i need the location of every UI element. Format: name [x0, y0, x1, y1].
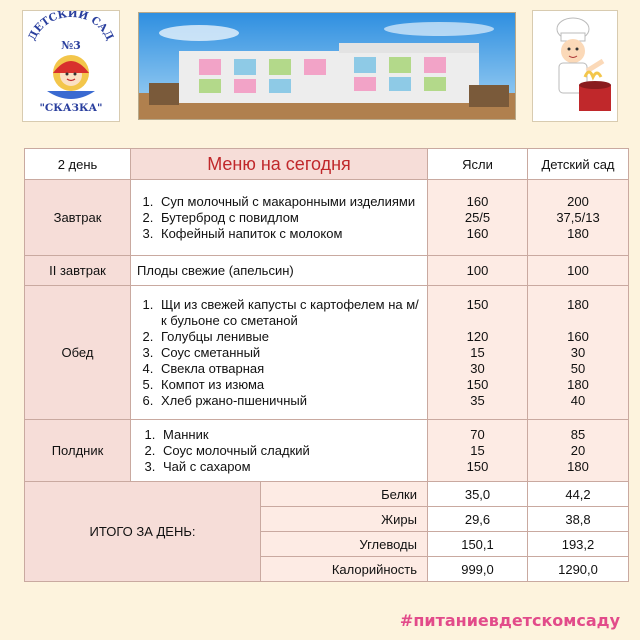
- dish-list: [131, 180, 428, 256]
- portion-value: 180: [567, 296, 589, 312]
- portion-value: 70: [470, 426, 485, 442]
- portion-value: 40: [570, 392, 586, 408]
- portion-value: 85: [570, 426, 586, 442]
- dish-item: 3. Соус сметанный: [157, 345, 421, 361]
- portion-value: 50: [570, 360, 586, 376]
- portion-value: 100: [567, 262, 589, 278]
- meal-name: Обед: [25, 286, 131, 420]
- meal-name: Завтрак: [25, 180, 131, 256]
- dish-item: 3. Кофейный напиток с молоком: [157, 226, 421, 242]
- meal-name: Полдник: [25, 420, 131, 482]
- svg-text:ДЕТСКИЙ САД: [26, 11, 115, 42]
- portion-value: 37,5/13: [556, 209, 600, 225]
- dish-item: 2. Бутерброд с повидлом: [157, 210, 421, 226]
- day-label: 2 день: [25, 149, 131, 180]
- portion-value: 120: [466, 328, 489, 344]
- dish-item: 1. Щи из свежей капусты с картофелем на м/к бульоне со сметаной: [157, 297, 421, 329]
- dish-item: 2. Голубцы ленивые: [157, 329, 421, 345]
- nutrient-name: Калорийность: [261, 557, 428, 582]
- dish-list: [131, 420, 428, 482]
- yasli-portions: [428, 180, 528, 256]
- nutrient-name: Белки: [261, 482, 428, 507]
- portion-value: 25/5: [464, 209, 491, 225]
- nutrient-sad: 1290,0: [528, 557, 629, 582]
- dish-item: 5. Компот из изюма: [157, 377, 421, 393]
- yasli-portions: [428, 420, 528, 482]
- portion-value: 100: [466, 262, 489, 278]
- logo-line3: "СКАЗКА": [39, 102, 103, 114]
- portion-value: 20: [570, 442, 586, 458]
- yasli-portions: [428, 256, 528, 286]
- portion-value: 30: [570, 344, 586, 360]
- nutrient-name: Жиры: [261, 507, 428, 532]
- header-row: [25, 149, 629, 180]
- sad-portions: [528, 256, 629, 286]
- dish-list: [131, 256, 428, 286]
- menu-table: [24, 148, 629, 582]
- portion-value: 30: [470, 360, 485, 376]
- dish-item: 2. Соус молочный сладкий: [159, 443, 421, 459]
- dish-item: 4. Свекла отварная: [157, 361, 421, 377]
- portion-value: 180: [567, 376, 589, 392]
- portion-value: 180: [567, 458, 589, 474]
- meal-name: II завтрак: [25, 256, 131, 286]
- nutrient-yasli: 35,0: [428, 482, 528, 507]
- portion-value: [534, 313, 622, 329]
- hashtag-link[interactable]: #питаниевдетскомсаду: [399, 611, 620, 630]
- meal-row-breakfast: [25, 180, 629, 256]
- dish-item: Плоды свежие (апельсин): [137, 262, 294, 278]
- meal-row-second-breakfast: [25, 256, 629, 286]
- sad-portions: [528, 180, 629, 256]
- portion-value: 200: [567, 193, 589, 209]
- meal-row-snack: [25, 420, 629, 482]
- nutrient-sad: 38,8: [528, 507, 629, 532]
- portion-value: 160: [466, 193, 489, 209]
- portion-value: 160: [567, 328, 589, 344]
- kindergarten-logo: [22, 10, 120, 122]
- logo-line2: №3: [61, 39, 81, 52]
- sad-portions: [528, 420, 629, 482]
- portion-value: 150: [466, 458, 489, 474]
- logo-line1: ДЕТСКИЙ САД: [26, 11, 116, 43]
- meal-row-lunch: [25, 286, 629, 420]
- nutrient-sad: 193,2: [528, 532, 629, 557]
- nutrient-yasli: 999,0: [428, 557, 528, 582]
- portion-value: 15: [470, 344, 485, 360]
- portion-value: 150: [466, 376, 489, 392]
- sad-portions: [528, 286, 629, 420]
- portion-value: 35: [470, 392, 485, 408]
- yasli-portions: [428, 286, 528, 420]
- total-row-protein: [25, 482, 629, 507]
- kindergarten-building-photo: [138, 12, 516, 120]
- portion-value: 150: [466, 296, 489, 312]
- dish-list: [131, 286, 428, 420]
- portion-value: 180: [567, 225, 589, 241]
- portion-value: 160: [466, 225, 489, 241]
- dish-item: 3. Чай с сахаром: [159, 459, 421, 475]
- daily-total-label: ИТОГО ЗА ДЕНЬ:: [25, 482, 261, 582]
- menu-title: Меню на сегодня: [131, 149, 428, 180]
- dish-item: 1. Манник: [159, 427, 421, 443]
- nutrient-yasli: 150,1: [428, 532, 528, 557]
- portion-value: [434, 313, 521, 329]
- dish-item: 1. Суп молочный с макаронными изделиями: [157, 194, 421, 210]
- nutrient-name: Углеводы: [261, 532, 428, 557]
- nutrient-yasli: 29,6: [428, 507, 528, 532]
- column-yasli: Ясли: [428, 149, 528, 180]
- column-detsky-sad: Детский сад: [528, 149, 629, 180]
- chef-illustration: [532, 10, 618, 122]
- portion-value: 15: [470, 442, 485, 458]
- dish-item: 6. Хлеб ржано-пшеничный: [157, 393, 421, 409]
- nutrient-sad: 44,2: [528, 482, 629, 507]
